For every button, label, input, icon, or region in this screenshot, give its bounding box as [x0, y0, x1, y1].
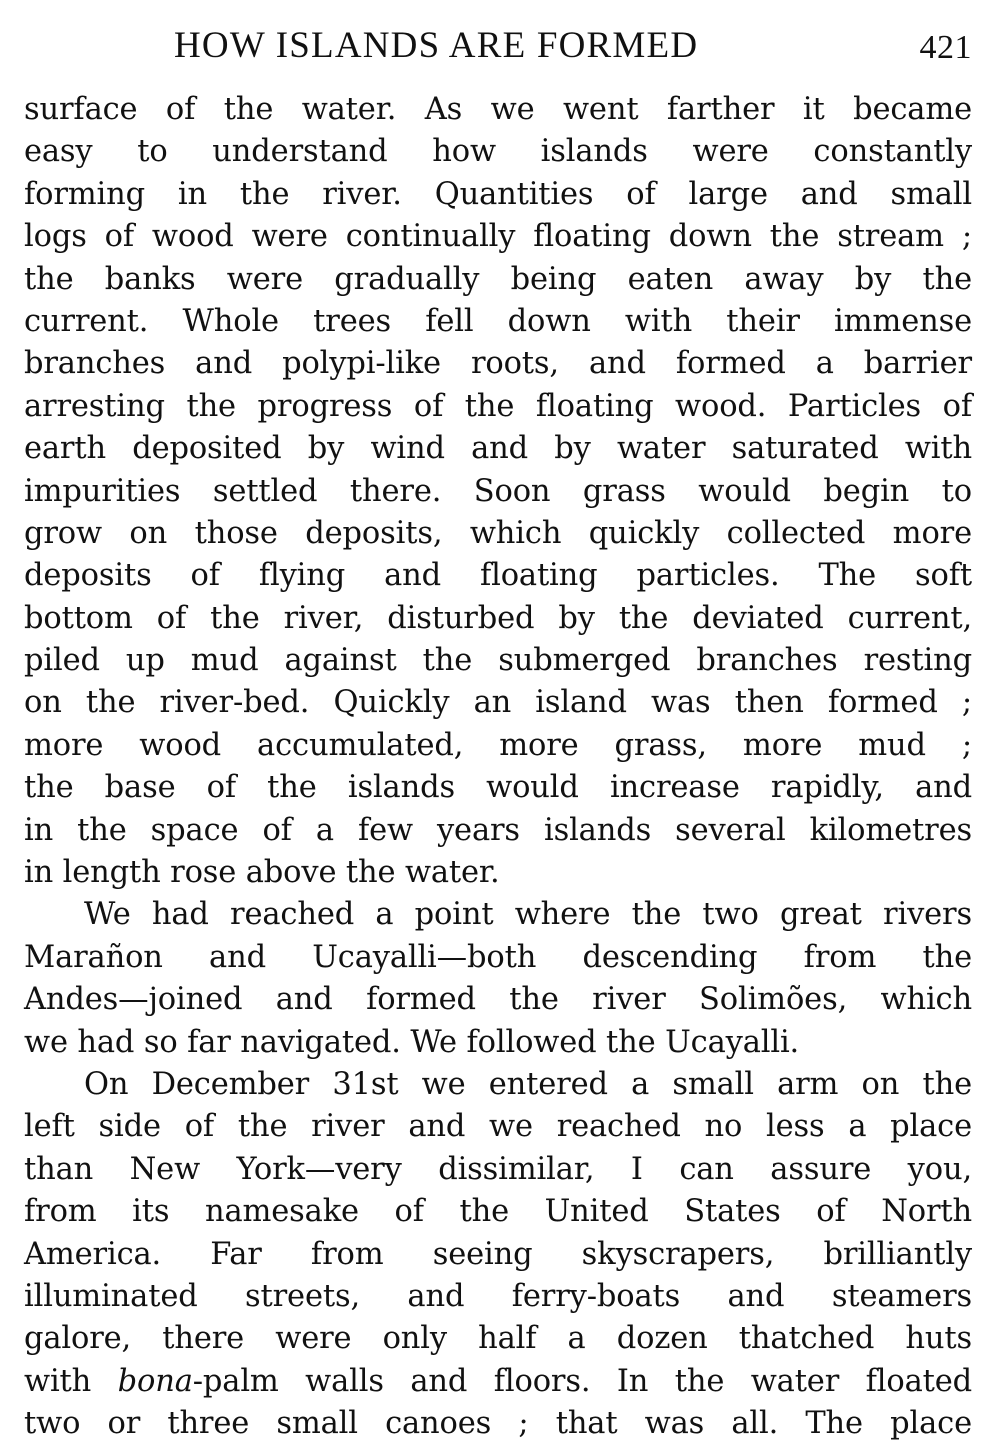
text-line-with-italic: [24, 1361, 972, 1403]
text-line: America. Far from seeing skyscrapers, brilliantly: [24, 1236, 972, 1272]
text-line: illuminated streets, and ferry-boats and steamers: [24, 1278, 972, 1314]
text-line: branches and polypi-like roots, and formed a barrier: [24, 346, 972, 382]
text-line: Marañon and Ucayalli—both descending from the: [24, 939, 972, 975]
text-line: impurities settled there. Soon grass would begin to: [24, 473, 972, 509]
text-line: than New York—very dissimilar, I can assure you,: [24, 1151, 972, 1187]
text-line: bottom of the river, disturbed by the deviated current,: [24, 600, 972, 636]
text-line: the base of the islands would increase rapidly, and: [24, 770, 972, 806]
text-line: more wood accumulated, more grass, more mud ;: [24, 727, 972, 763]
italic-word: bona: [117, 1363, 193, 1399]
text-line: earth deposited by wind and by water saturated with: [24, 431, 972, 467]
text-line: left side of the river and we reached no less a place: [24, 1109, 972, 1145]
paragraph-start-line: On December 31st we entered a small arm on the: [84, 1066, 972, 1102]
text-line: current. Whole trees fell down with their immense: [24, 303, 972, 339]
text-line: arresting the progress of the floating wood. Particles of: [24, 388, 972, 424]
paragraph-start-line: We had reached a point where the two great rivers: [84, 897, 972, 933]
running-title: HOW ISLANDS ARE FORMED: [174, 25, 699, 66]
text-line: from its namesake of the United States of North: [24, 1194, 972, 1230]
text-line: logs of wood were continually floating down the stream ;: [24, 219, 972, 255]
text-line: easy to understand how islands were constantly: [24, 134, 972, 170]
text-line: Andes—joined and formed the river Solimões, which: [24, 982, 972, 1018]
text-segment: with: [24, 1363, 118, 1399]
text-line: two or three small canoes ; that was all. The place: [24, 1406, 972, 1442]
text-line: the banks were gradually being eaten away by the: [24, 261, 972, 297]
text-line: galore, there were only half a dozen thatched huts: [24, 1321, 972, 1357]
body-text: [24, 89, 972, 1446]
text-segment: -palm walls and floors. In the water floated: [192, 1363, 972, 1399]
text-line: in the space of a few years islands several kilometres: [24, 812, 972, 848]
text-line: grow on those deposits, which quickly collected more: [24, 515, 972, 551]
text-line: piled up mud against the submerged branches resting: [24, 643, 972, 679]
paragraph-end-line: we had so far navigated. We followed the Ucayalli.: [24, 1024, 800, 1060]
text-line: forming in the river. Quantities of large and small: [24, 176, 972, 212]
page-number: 421: [919, 29, 972, 66]
running-head: [24, 26, 972, 70]
text-line: deposits of flying and floating particles. The soft: [24, 558, 972, 594]
paragraph-end-line: in length rose above the water.: [24, 855, 500, 891]
text-line: surface of the water. As we went farther it became: [24, 92, 972, 127]
text-line: on the river-bed. Quickly an island was then formed ;: [24, 685, 972, 721]
